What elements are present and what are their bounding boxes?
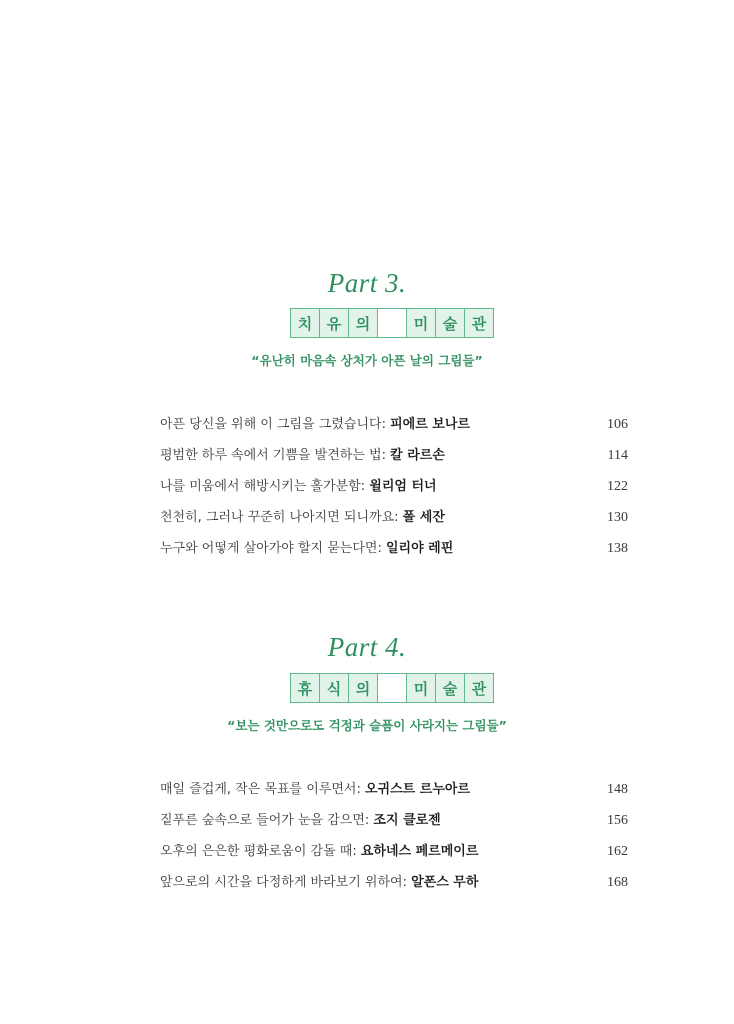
heading-char: 의	[348, 308, 378, 338]
heading-char: 휴	[290, 673, 320, 703]
toc-entry[interactable]	[160, 778, 628, 809]
toc-entry[interactable]	[160, 840, 628, 871]
part-4-subtitle: “보는 것만으로도 걱정과 슬픔이 사라지는 그림들”	[227, 718, 507, 733]
toc-page-number: 114	[607, 448, 628, 463]
toc-title: 짙푸른 숲속으로 들어가 눈을 감으면:	[160, 813, 374, 828]
part-3-subtitle: “유난히 마음속 상처가 아픈 날의 그림들”	[251, 353, 483, 368]
toc-page-number: 122	[607, 479, 628, 494]
toc-entry-text	[160, 537, 598, 556]
part-3-title: Part 3.	[327, 268, 407, 298]
heading-char: 관	[464, 673, 494, 703]
toc-title: 나를 미움에서 해방시키는 홀가분함:	[160, 479, 370, 494]
heading-char: 미	[406, 308, 436, 338]
heading-char: 의	[348, 673, 378, 703]
toc-entry-text	[160, 871, 598, 890]
toc-artist: 일리야 레핀	[385, 541, 454, 556]
toc-page-number: 156	[607, 813, 628, 828]
toc-page-number: 130	[607, 510, 628, 525]
toc-entry-text	[160, 809, 598, 828]
toc-page-number: 168	[607, 875, 628, 890]
toc-title: 평범한 하루 속에서 기쁨을 발견하는 법:	[160, 448, 391, 463]
toc-title: 앞으로의 시간을 다정하게 바라보기 위하여:	[160, 875, 412, 890]
toc-artist: 칼 라르손	[390, 448, 445, 463]
heading-char: 유	[319, 308, 349, 338]
part-4-title: Part 4.	[327, 632, 407, 662]
toc-artist: 알폰스 무하	[411, 875, 479, 890]
heading-char: 식	[319, 673, 349, 703]
toc-title: 오후의 은은한 평화로움이 감돌 때:	[160, 844, 361, 859]
heading-char: 치	[290, 308, 320, 338]
part-4-heading-boxes	[290, 673, 493, 703]
toc-entry-text	[160, 413, 598, 432]
part-4-toc	[160, 778, 628, 902]
toc-entry[interactable]	[160, 475, 628, 506]
toc-entry[interactable]	[160, 506, 628, 537]
toc-page-number: 148	[607, 782, 628, 797]
toc-entry[interactable]	[160, 444, 628, 475]
heading-spacer	[377, 673, 407, 703]
toc-entry-text	[160, 778, 598, 797]
toc-entry[interactable]	[160, 413, 628, 444]
toc-entry-text	[160, 475, 598, 494]
toc-artist: 조지 클로젠	[373, 813, 441, 828]
toc-title: 아픈 당신을 위해 이 그림을 그렸습니다:	[160, 417, 391, 432]
heading-char: 술	[435, 673, 465, 703]
heading-char: 관	[464, 308, 494, 338]
toc-artist: 요하네스 페르메이르	[360, 844, 479, 859]
toc-page-number: 162	[607, 844, 628, 859]
toc-page-number: 138	[607, 541, 628, 556]
heading-char: 미	[406, 673, 436, 703]
toc-artist: 윌리엄 터너	[369, 479, 437, 494]
toc-page-number: 106	[607, 417, 628, 432]
part-3-toc	[160, 413, 628, 568]
toc-entry[interactable]	[160, 537, 628, 568]
toc-artist: 피에르 보나르	[390, 417, 470, 432]
toc-title: 천천히, 그러나 꾸준히 나아지면 되니까요:	[160, 510, 403, 525]
toc-artist: 폴 세잔	[402, 510, 445, 525]
toc-title: 매일 즐겁게, 작은 목표를 이루면서:	[160, 782, 365, 797]
toc-entry-text	[160, 506, 598, 525]
toc-entry[interactable]	[160, 809, 628, 840]
heading-char: 술	[435, 308, 465, 338]
toc-entry[interactable]	[160, 871, 628, 902]
toc-artist: 오귀스트 르누아르	[365, 782, 470, 797]
toc-entry-text	[160, 444, 598, 463]
toc-title: 누구와 어떻게 살아가야 할지 묻는다면:	[160, 541, 386, 556]
part-3-heading-boxes	[290, 308, 493, 338]
toc-entry-text	[160, 840, 598, 859]
heading-spacer	[377, 308, 407, 338]
